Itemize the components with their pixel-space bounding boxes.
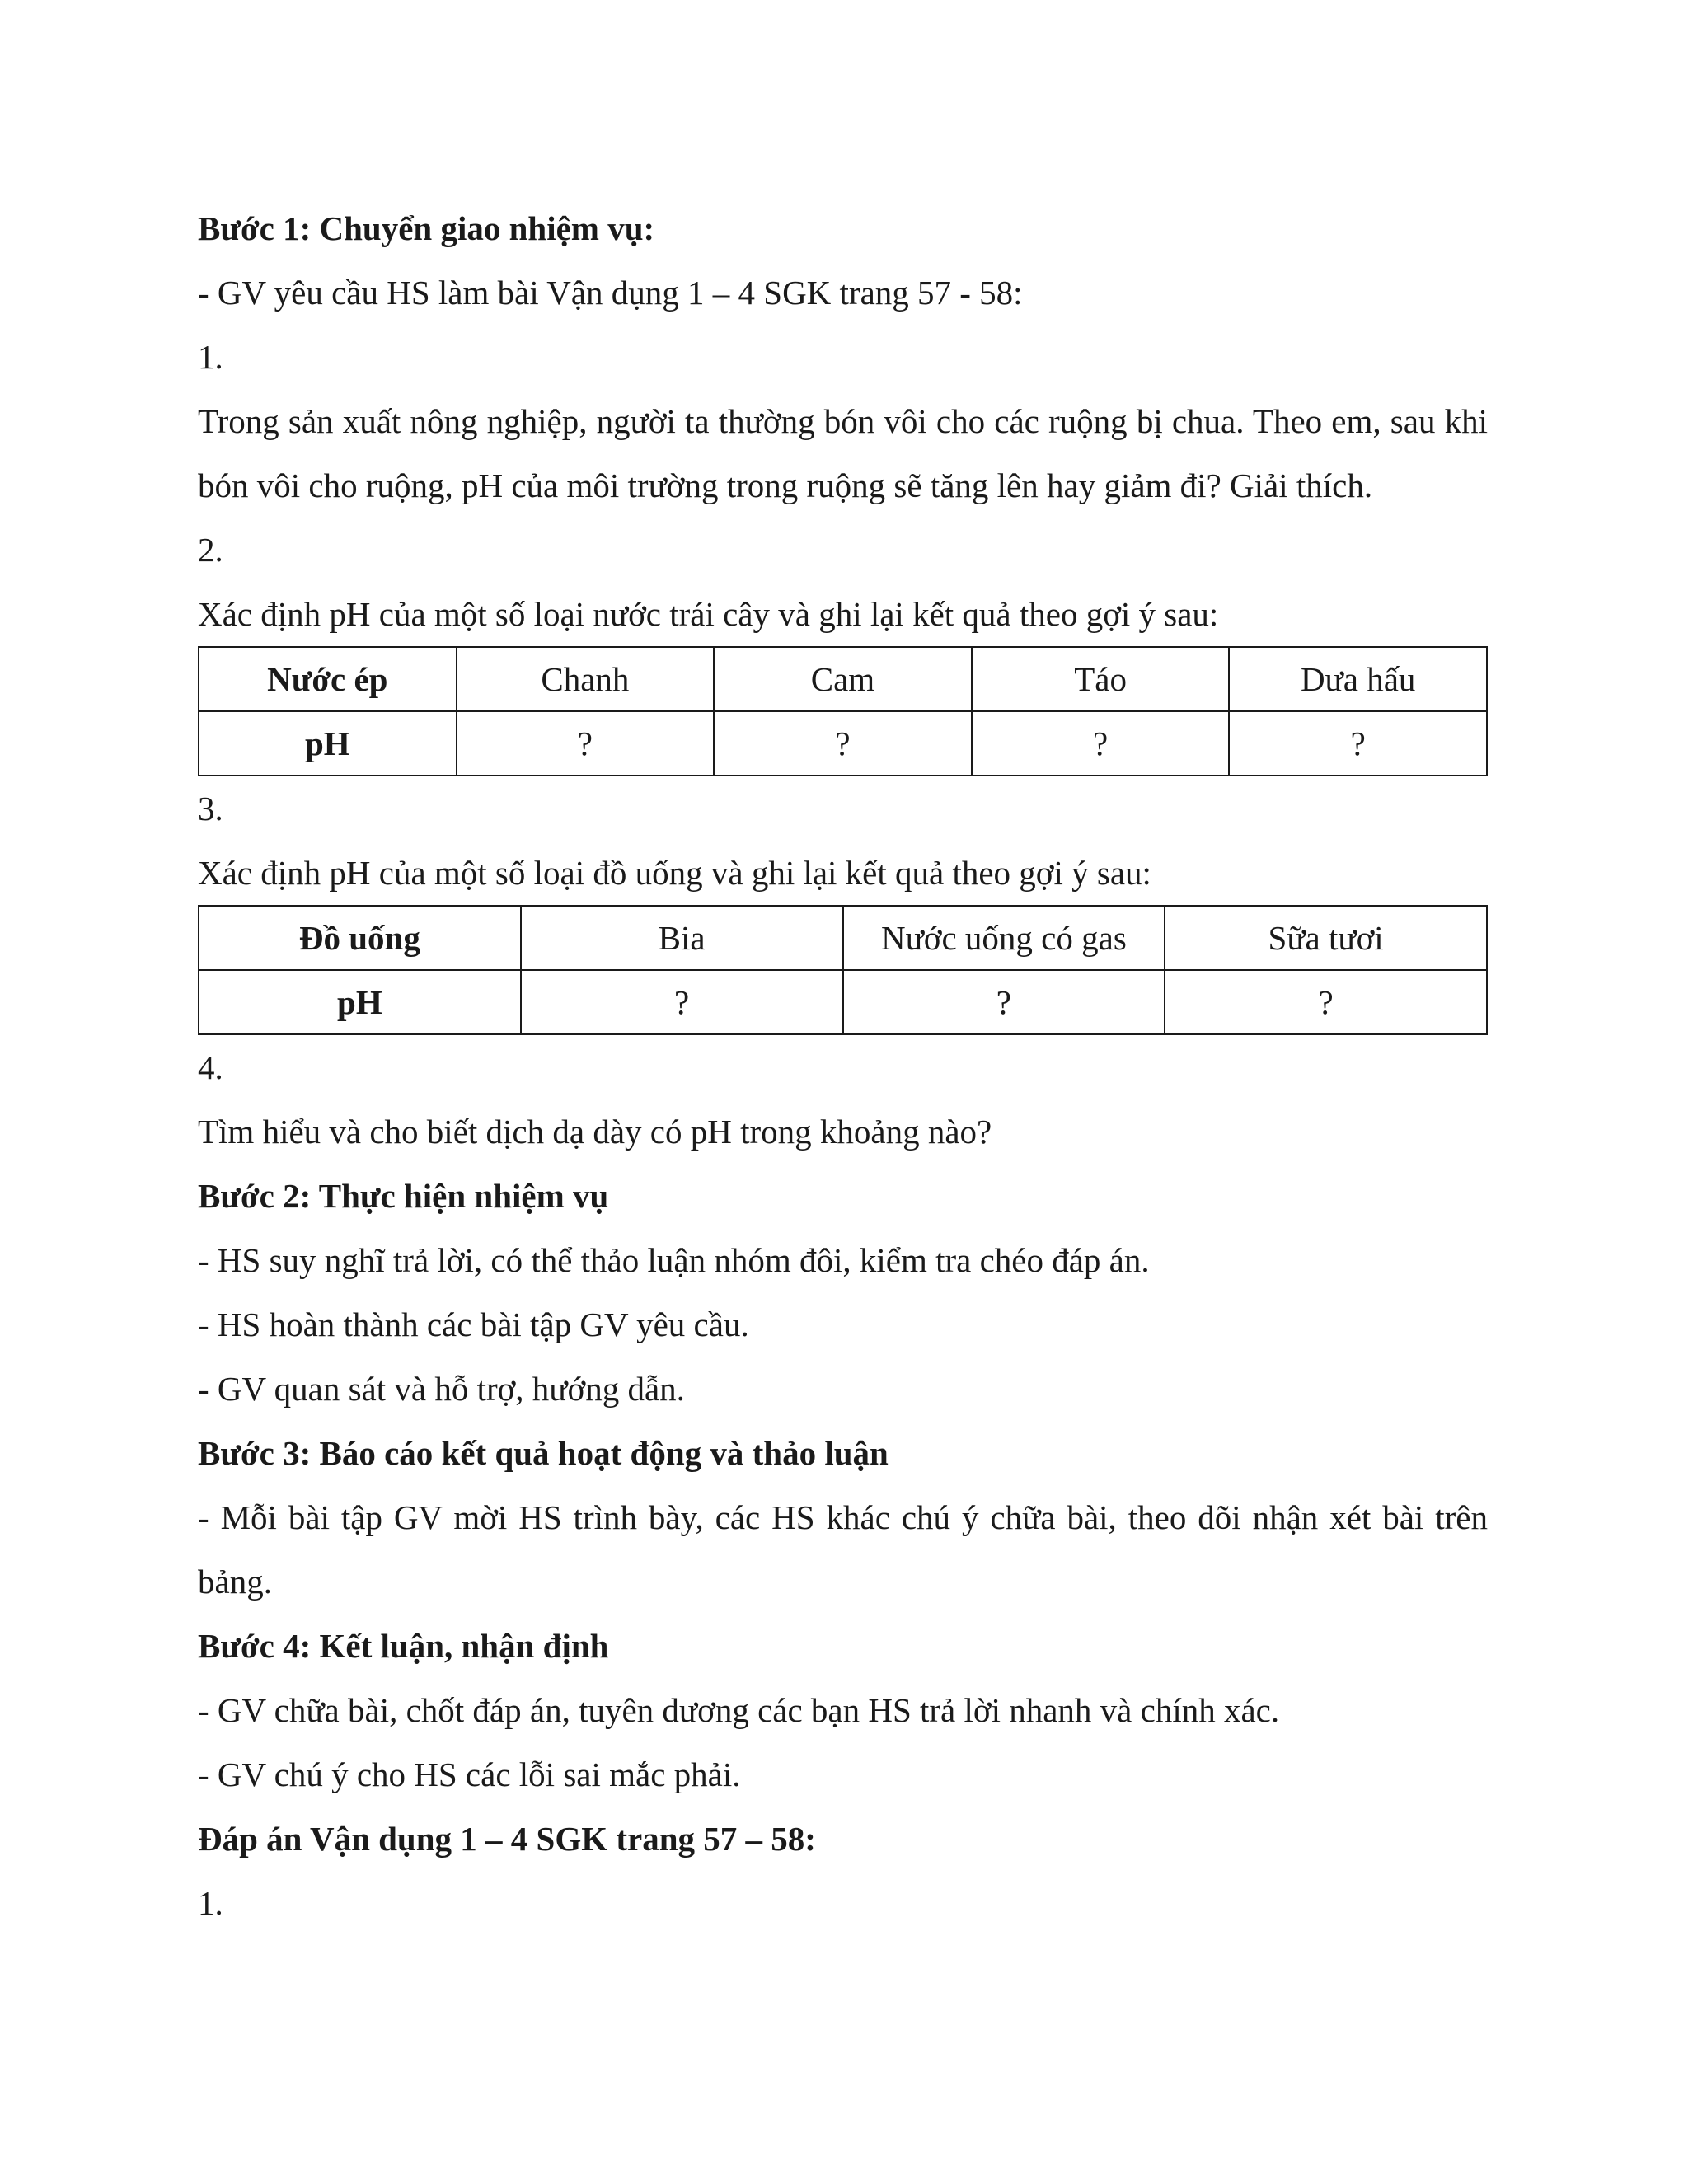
table-header-cell: Nước ép xyxy=(199,647,457,711)
answer-1-number: 1. xyxy=(198,1884,223,1922)
document-page xyxy=(198,196,1488,1935)
step1-heading: Bước 1: Chuyển giao nhiệm vụ: xyxy=(198,209,655,247)
question-4-number: 4. xyxy=(198,1048,223,1086)
table-cell: ? xyxy=(972,711,1230,776)
table-cell: ? xyxy=(457,711,715,776)
table-header-cell: Đồ uống xyxy=(199,906,521,970)
step2-item: - HS suy nghĩ trả lời, có thể thảo luận nhóm đôi, kiểm tra chéo đáp án. xyxy=(198,1241,1150,1279)
step2-item: - HS hoàn thành các bài tập GV yêu cầu. xyxy=(198,1305,749,1343)
question-1-number: 1. xyxy=(198,338,223,376)
table-cell: ? xyxy=(843,970,1165,1034)
table-cell: ? xyxy=(521,970,843,1034)
question-3-number: 3. xyxy=(198,790,223,827)
answers-heading: Đáp án Vận dụng 1 – 4 SGK trang 57 – 58: xyxy=(198,1820,816,1858)
table-row xyxy=(199,970,1487,1034)
question-1-text: Trong sản xuất nông nghiệp, người ta thường bón vôi cho các ruộng bị chua. Theo em, sau khi bón vôi cho ruộng, pH của môi trường trong ruộng sẽ tăng lên hay giảm đi? Giải thích. xyxy=(198,402,1488,504)
step4-heading: Bước 4: Kết luận, nhận định xyxy=(198,1627,609,1665)
table-cell: ? xyxy=(1229,711,1487,776)
step4-item: - GV chú ý cho HS các lỗi sai mắc phải. xyxy=(198,1755,741,1793)
table-cell: ? xyxy=(1165,970,1487,1034)
table-row xyxy=(199,906,1487,970)
table-header-cell: pH xyxy=(199,970,521,1034)
step3-heading: Bước 3: Báo cáo kết quả hoạt động và thảo luận xyxy=(198,1434,889,1472)
table-row xyxy=(199,711,1487,776)
table-cell: Nước uống có gas xyxy=(843,906,1165,970)
question-4-text: Tìm hiểu và cho biết dịch dạ dày có pH trong khoảng nào? xyxy=(198,1113,992,1151)
table-cell: ? xyxy=(714,711,972,776)
drinks-ph-table xyxy=(198,905,1488,1035)
table-cell: Táo xyxy=(972,647,1230,711)
step3-text: - Mỗi bài tập GV mời HS trình bày, các HS khác chú ý chữa bài, theo dõi nhận xét bài trên bảng. xyxy=(198,1498,1488,1601)
table-cell: Dưa hấu xyxy=(1229,647,1487,711)
question-2-text: Xác định pH của một số loại nước trái cây và ghi lại kết quả theo gợi ý sau: xyxy=(198,595,1219,633)
step4-item: - GV chữa bài, chốt đáp án, tuyên dương các bạn HS trả lời nhanh và chính xác. xyxy=(198,1691,1280,1729)
table-cell: Sữa tươi xyxy=(1165,906,1487,970)
question-3-text: Xác định pH của một số loại đồ uống và ghi lại kết quả theo gợi ý sau: xyxy=(198,854,1151,892)
step2-heading: Bước 2: Thực hiện nhiệm vụ xyxy=(198,1177,609,1215)
table-header-cell: pH xyxy=(199,711,457,776)
table-row xyxy=(199,647,1487,711)
step1-intro: - GV yêu cầu HS làm bài Vận dụng 1 – 4 SGK trang 57 - 58: xyxy=(198,274,1023,312)
table-cell: Chanh xyxy=(457,647,715,711)
table-cell: Cam xyxy=(714,647,972,711)
question-2-number: 2. xyxy=(198,531,223,569)
table-cell: Bia xyxy=(521,906,843,970)
fruit-juice-ph-table xyxy=(198,646,1488,776)
step2-item: - GV quan sát và hỗ trợ, hướng dẫn. xyxy=(198,1370,685,1408)
